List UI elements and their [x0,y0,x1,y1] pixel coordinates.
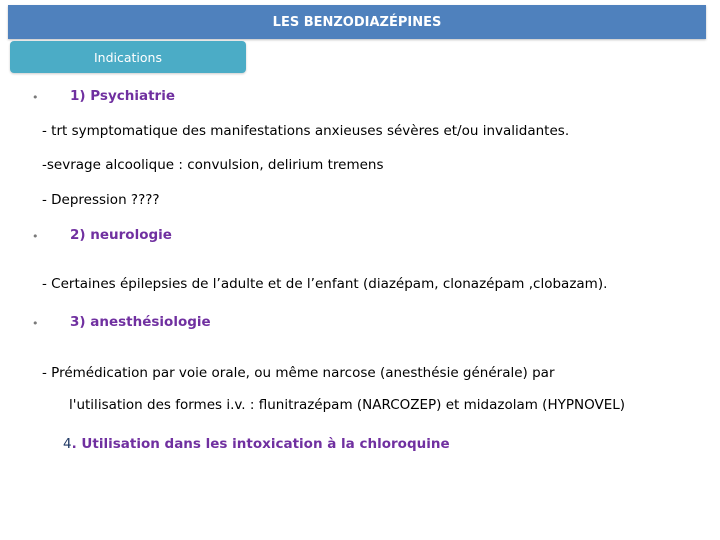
text-line-sevrage: -sevrage alcoolique : convulsion, delirium tremens [42,157,384,173]
slide-title: LES BENZODIAZÉPINES [272,14,442,30]
heading-chloroquine [63,436,450,452]
heading-anesthesiologie: 3) anesthésiologie [70,314,211,330]
bullet-icon: • [32,91,39,104]
bullet-icon: • [32,317,39,330]
bullet-icon: • [32,230,39,243]
heading-psychiatrie: 1) Psychiatrie [70,88,176,104]
text-line-premedication: - Prémédication par voie orale, ou même narcose (anesthésie générale) par [42,365,555,381]
heading-neurologie: 2) neurologie [70,227,172,243]
text-line-depression: - Depression ???? [42,192,160,208]
text-line-anxiety: - trt symptomatique des manifestations anxieuses sévères et/ou invalidantes. [42,123,570,139]
indications-label: Indications [93,49,162,65]
slide-title-bar [8,5,706,39]
indications-label-box [10,41,246,73]
text-line-formes-iv: l'utilisation des formes i.v. : flunitrazépam (NARCOZEP) et midazolam (HYPNOVEL) [69,397,626,413]
text-line-epilepsies: - Certaines épilepsies de l’adulte et de l’enfant (diazépam, clonazépam ,clobazam). [42,276,608,292]
heading-chloroquine-number: 4 [63,436,72,452]
heading-chloroquine-text: . Utilisation dans les intoxication à la chloroquine [71,436,450,452]
